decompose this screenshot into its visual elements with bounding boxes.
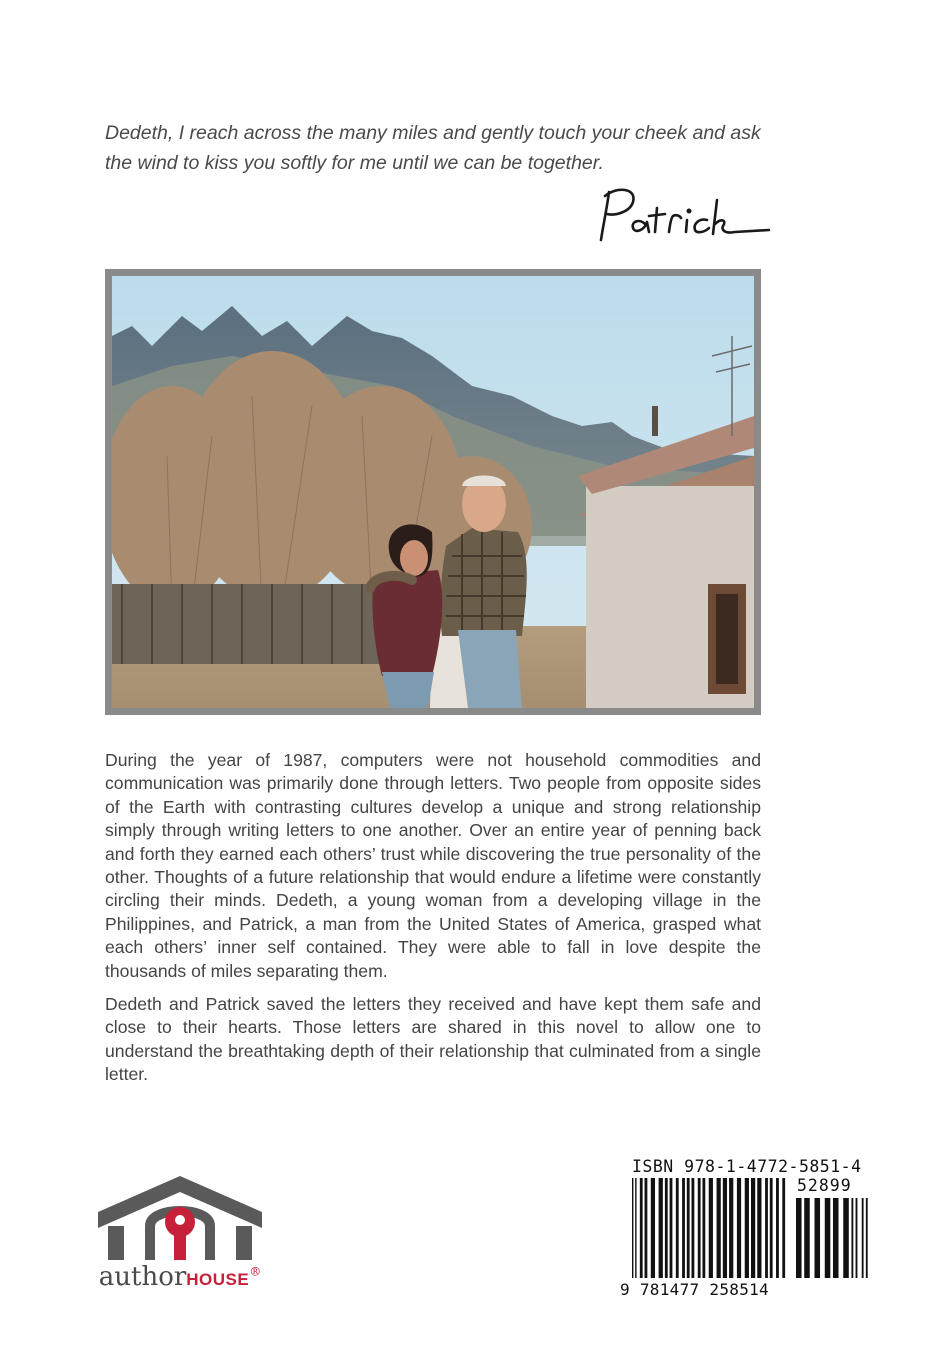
barcode-bar — [651, 1178, 655, 1278]
barcode-bar — [676, 1178, 679, 1278]
barcode-bar — [691, 1178, 694, 1278]
barcode-bar — [851, 1198, 853, 1278]
barcode-bar — [765, 1178, 768, 1278]
barcode-bar — [682, 1178, 685, 1278]
barcode-bar — [737, 1178, 741, 1278]
barcode-bar — [770, 1178, 773, 1278]
blurb-paragraph-2: Dedeth and Patrick saved the letters they received and have kept them safe and close to their hearts. Those letters are shared in this novel to allow one to understand the breathtaking depth of their relationship that culminated from a single letter. — [105, 994, 761, 1085]
signature — [585, 178, 775, 248]
barcode-bar — [723, 1178, 727, 1278]
barcode-bar — [670, 1178, 673, 1278]
barcode-bar — [665, 1178, 668, 1278]
barcode-bar — [833, 1198, 839, 1278]
barcode-bar — [814, 1198, 820, 1278]
isbn-label: ISBN 978-1-4772-5851-4 — [632, 1157, 862, 1176]
barcode-bar — [862, 1198, 864, 1278]
dedication-quote: Dedeth, I reach across the many miles and gently touch your cheek and ask the wind to kiss you softly for me until we can be together. — [105, 122, 761, 174]
barcode-bar — [796, 1198, 802, 1278]
ean-digits: 9 781477 258514 — [620, 1280, 769, 1299]
publisher-house-icon — [80, 1170, 280, 1262]
barcode-bar — [745, 1178, 749, 1278]
blurb-paragraph-1: During the year of 1987, computers were not household commodities and communication was primarily done through letters. Two people from opposite sides of the Earth with contrasting cultures develop a unique and strong relationship simply through writing letters to one another. Over an entire year of penning back and forth they earned each others’ trust while discovering the true personality of the other. Thoughts of a future relationship that would endure a lifetime were constantly circling their minds. Dedeth, a young woman from a developing village in the Philippines, and Patrick, a man from the United States of America, grasped what each others’ inner self contained. They were able to fall in love despite the thousands of miles separating them. — [105, 750, 761, 981]
barcode-bar — [825, 1198, 831, 1278]
barcode-bar — [698, 1178, 701, 1278]
price-code: 52899 — [797, 1176, 852, 1195]
barcode-bar — [687, 1178, 690, 1278]
barcode-bar — [645, 1178, 648, 1278]
barcode-bar — [640, 1178, 643, 1278]
barcode-bar — [866, 1198, 868, 1278]
barcode-bar — [717, 1178, 721, 1278]
publisher-name — [80, 1262, 280, 1292]
couple-photo-frame — [105, 269, 761, 715]
registered-mark: ® — [249, 1264, 262, 1279]
barcode-bar — [635, 1178, 636, 1278]
barcode-bar — [709, 1178, 713, 1278]
barcode-bar — [702, 1178, 705, 1278]
barcode-bar — [843, 1198, 849, 1278]
barcode-bar — [659, 1178, 663, 1278]
barcode-bar — [729, 1178, 733, 1278]
authorhouse-logo — [80, 1170, 280, 1310]
isbn-barcode — [612, 1150, 882, 1320]
barcode-bar — [776, 1178, 779, 1278]
publisher-name-part2: HOUSE — [186, 1270, 250, 1289]
barcode-bar — [751, 1178, 755, 1278]
couple-photo — [112, 276, 754, 708]
barcode-bar — [782, 1178, 785, 1278]
publisher-name-part1: author — [98, 1262, 187, 1292]
barcode-bar — [632, 1178, 633, 1278]
barcode-bar — [856, 1198, 858, 1278]
barcode-bar — [804, 1198, 810, 1278]
barcode-bar — [757, 1178, 761, 1278]
